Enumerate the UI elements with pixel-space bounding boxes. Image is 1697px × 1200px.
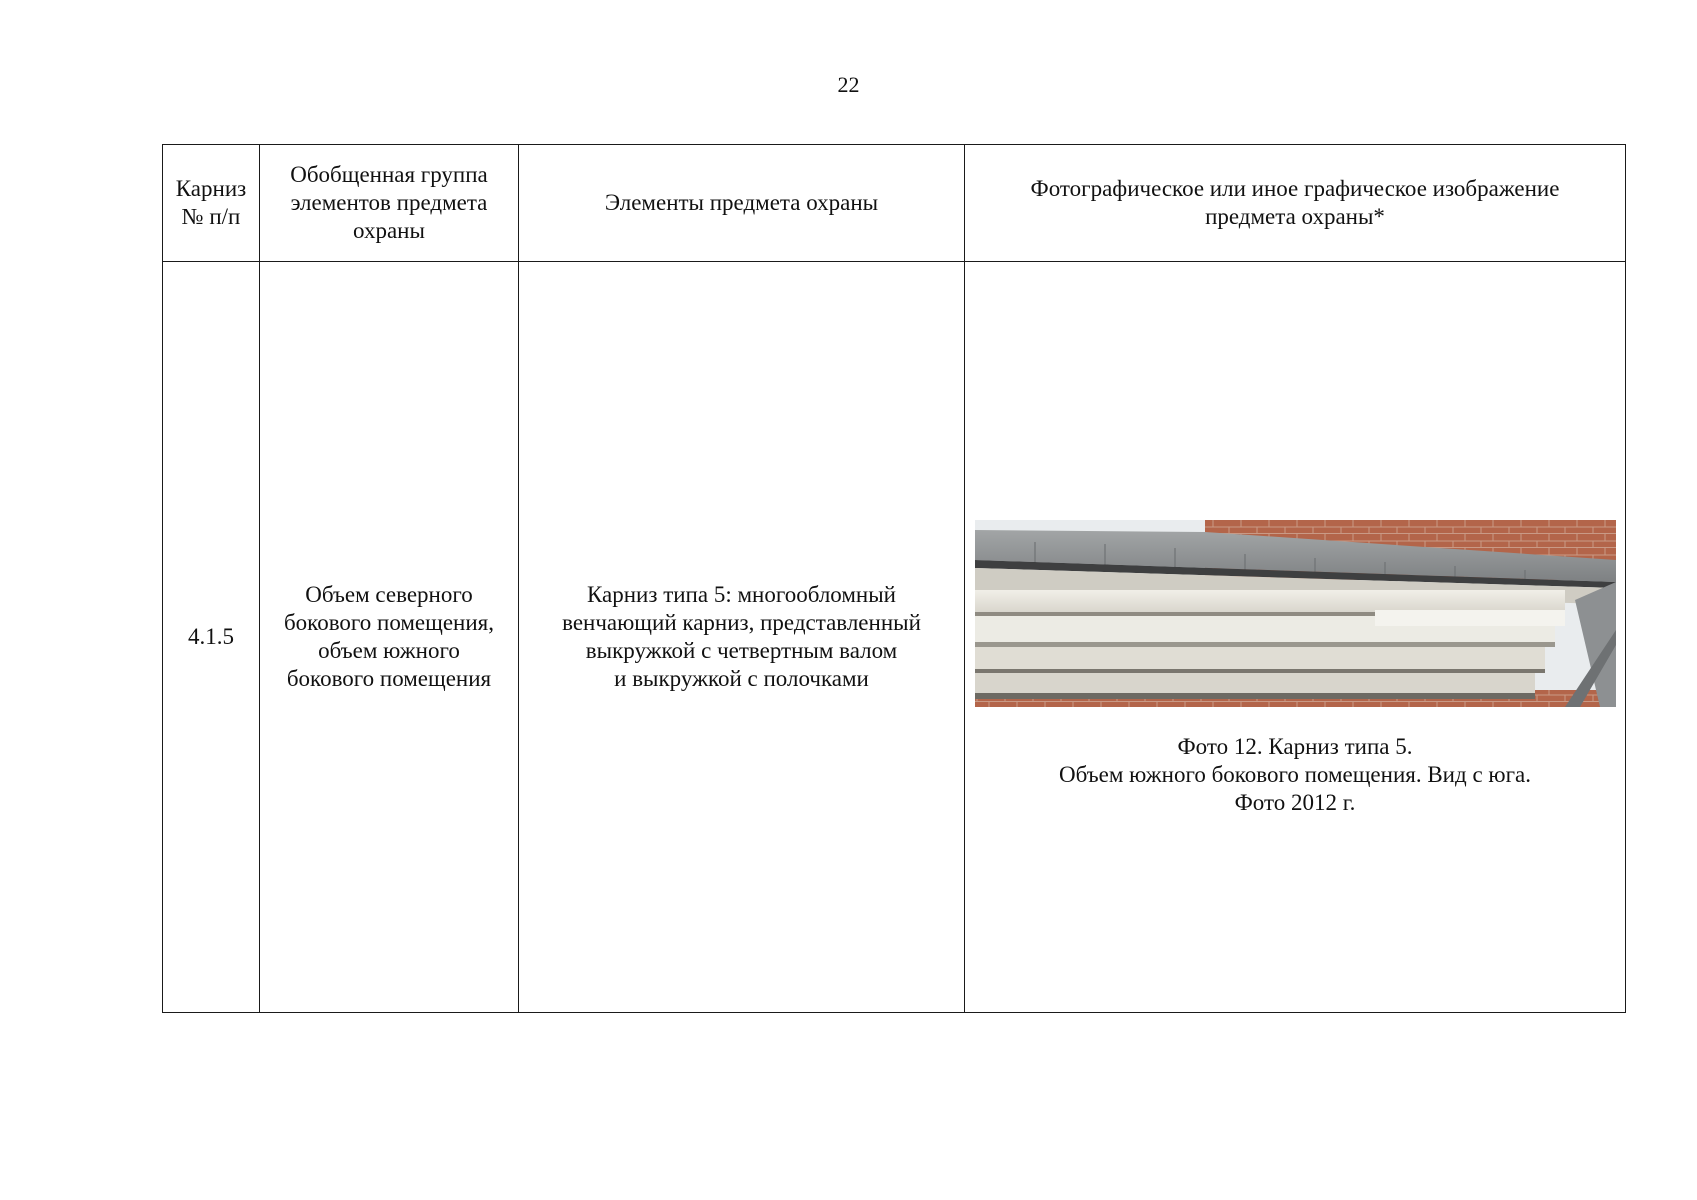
page-number: 22 [837,72,860,97]
cell-row-number: 4.1.5 [163,262,260,1013]
header-photo-image: Фотографическое или иное графическое изображение предмета охраны* [965,145,1626,262]
photo-block [973,458,1617,817]
cell-photo [965,262,1626,1013]
photo-caption: Фото 12. Карниз типа 5. Объем южного бокового помещения. Вид с юга. Фото 2012 г. [1059,733,1531,815]
header-cornice-number: Карниз № п/п [163,145,260,262]
table-row [163,262,1626,1013]
header-element-group: Обобщенная группа элементов предмета охраны [260,145,519,262]
cornice-photo [975,520,1616,707]
header-protected-elements: Элементы предмета охраны [519,145,965,262]
table-header-row [163,145,1626,262]
cell-element-group: Объем северного бокового помещения, объем южного бокового помещения [260,262,519,1013]
cell-protected-elements: Карниз типа 5: многообломный венчающий карниз, представленный выкружкой с четвертным валом и выкружкой с полочками [519,262,965,1013]
heritage-table [162,144,1626,1013]
